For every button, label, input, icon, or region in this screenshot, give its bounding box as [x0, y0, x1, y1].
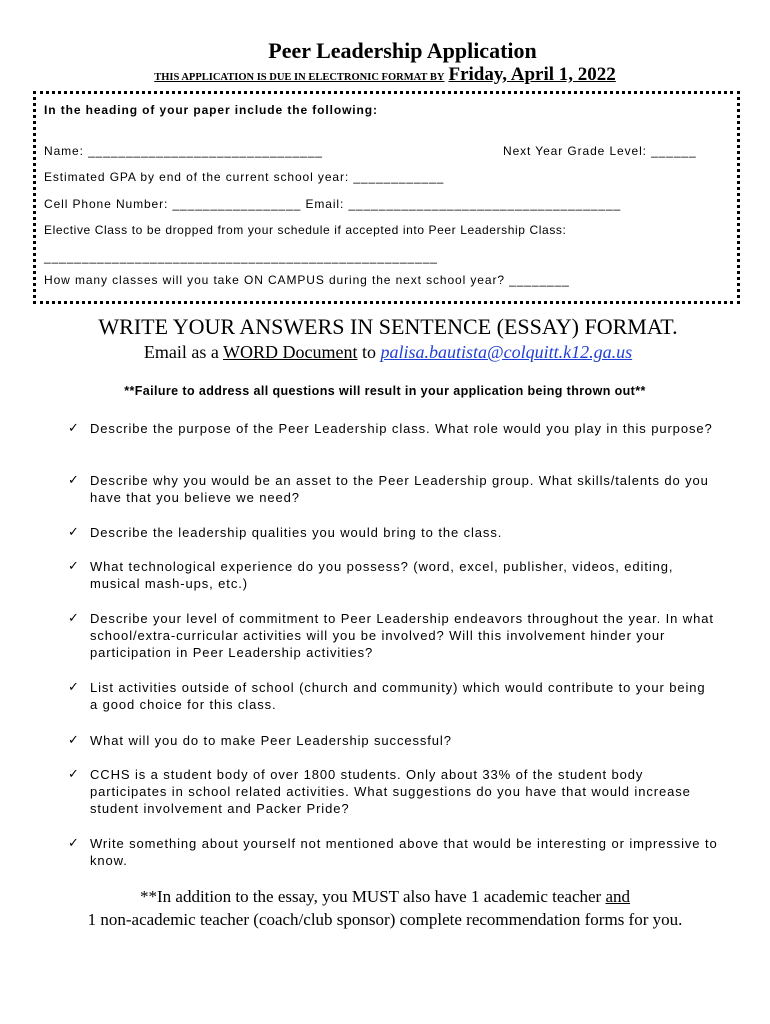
checkmark-icon: ✓ [68, 559, 80, 574]
info-box-heading: In the heading of your paper include the following: [44, 103, 378, 117]
footer-line-2: 1 non-academic teacher (coach/club sponsor) complete recommendation forms for you. [87, 910, 683, 929]
question-text: What technological experience do you possess? (word, excel, publisher, videos, editing, musical mash-ups, etc.) [90, 559, 674, 591]
checkmark-icon: ✓ [68, 767, 80, 782]
question-item [68, 558, 718, 592]
elective-blank-line: ____________________________________________________ [44, 250, 438, 264]
question-text: Describe your level of commitment to Peer Leadership endeavors throughout the year. In what school/extra-curricular activities will you be involved? Will this involvement hinder your participation in Peer Leadership activities? [90, 611, 714, 660]
phone-email-line: Cell Phone Number: _________________ Email: ____________________________________ [44, 197, 622, 211]
name-line: Name: _______________________________ [44, 144, 323, 158]
checkmark-icon: ✓ [68, 473, 80, 488]
footer-line-1-text: **In addition to the essay, you MUST also have 1 academic teacher [139, 887, 602, 906]
question-text: Describe why you would be an asset to the Peer Leadership group. What skills/talents do you have that you believe we need? [90, 473, 709, 505]
checkmark-icon: ✓ [68, 611, 80, 626]
question-text: Describe the leadership qualities you would bring to the class. [90, 525, 503, 540]
question-text: CCHS is a student body of over 1800 students. Only about 33% of the student body participates in school related activities. What suggestions do you have that would increase student involvement and Packer Pride? [90, 767, 691, 816]
question-item [68, 472, 718, 506]
due-notice [0, 64, 770, 86]
checkmark-icon: ✓ [68, 421, 80, 436]
question-item [68, 766, 718, 817]
question-item [68, 610, 718, 661]
failure-warning: **Failure to address all questions will result in your application being thrown out** [124, 384, 646, 398]
format-instruction: WRITE YOUR ANSWERS IN SENTENCE (ESSAY) FORMAT. [98, 314, 678, 339]
question-item [68, 679, 718, 713]
grade-level-line: Next Year Grade Level: ______ [503, 144, 697, 158]
gpa-line: Estimated GPA by end of the current school year: ____________ [44, 170, 445, 184]
question-text: List activities outside of school (church and community) which would contribute to your being a good choice for this class. [90, 680, 706, 712]
question-item [68, 524, 718, 541]
email-prefix: Email as a [143, 342, 219, 362]
page-title: Peer Leadership Application [268, 38, 537, 63]
question-text: Write something about yourself not mentioned above that would be interesting or impressive to know. [90, 836, 718, 868]
footer-and: and [605, 887, 631, 906]
due-date: Friday, April 1, 2022 [448, 64, 616, 85]
checkmark-icon: ✓ [68, 836, 80, 851]
email-address-link[interactable]: palisa.bautista@colquitt.k12.ga.us [380, 342, 633, 362]
question-item [68, 420, 718, 437]
checkmark-icon: ✓ [68, 680, 80, 695]
checkmark-icon: ✓ [68, 733, 80, 748]
word-document-text: WORD Document [223, 342, 358, 362]
checkmark-icon: ✓ [68, 525, 80, 540]
classes-line: How many classes will you take ON CAMPUS during the next school year? ________ [44, 273, 570, 287]
question-item [68, 835, 718, 869]
question-item [68, 732, 718, 749]
email-to: to [362, 342, 377, 362]
question-text: Describe the purpose of the Peer Leadership class. What role would you play in this purpose? [90, 421, 713, 436]
question-text: What will you do to make Peer Leadership successful? [90, 733, 452, 748]
email-instruction [0, 342, 770, 363]
due-prefix: THIS APPLICATION IS DUE IN ELECTRONIC FORMAT BY [154, 72, 445, 83]
elective-line: Elective Class to be dropped from your schedule if accepted into Peer Leadership Class: [44, 223, 567, 237]
footer-line-1 [0, 887, 770, 907]
